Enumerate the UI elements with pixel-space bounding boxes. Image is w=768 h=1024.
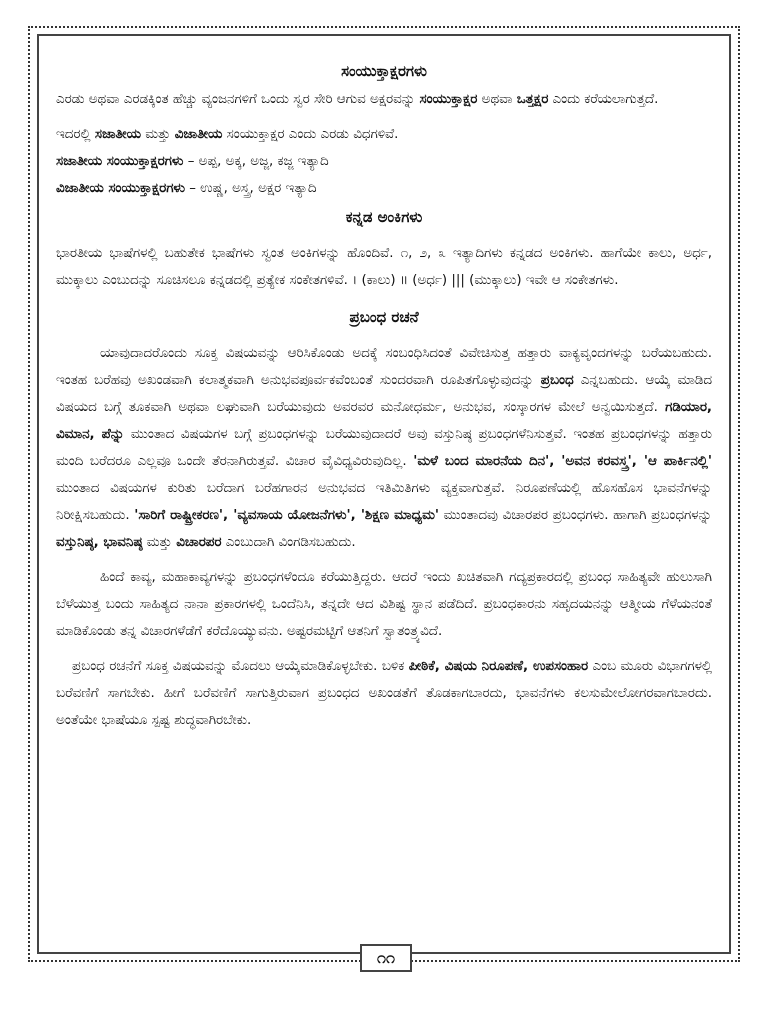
bold-term: 'ಸಾರಿಗೆ ರಾಷ್ಟ್ರೀಕರಣ', 'ವ್ಯವಸಾಯ ಯೋಜನೆಗಳು', 'ಶಿಕ್ಷಣ ಮಾಧ್ಯಮ' <box>134 508 439 523</box>
text-run: ಎಂಬುದಾಗಿ ವಿಂಗಡಿಸಬಹುದು. <box>221 535 356 550</box>
bold-term: ವಸ್ತುನಿಷ್ಠ, ಭಾವನಿಷ್ಠ <box>56 535 143 550</box>
text-run: ಮುಂತಾದ ವಿಷಯಗಳ ಬಗ್ಗೆ ಪ್ರಬಂಧಗಳನ್ನು ಬರೆಯುವುದಾದರೆ ಅವು ವಸ್ತುನಿಷ್ಠ ಪ್ರಬಂಧಗಳೆನಿಸುತ್ತವೆ. ಇಂತಹ ಪ್ರಬಂಧಗಳನ್ನು ಹತ್ತಾರು ಮಂದಿ ಬರೆದರೂ ಎಲ್ಲವೂ ಒಂದೇ ತೆರನಾಗಿರುತ್ತವೆ. ವಿಚಾರ ವೈವಿಧ್ಯವಿರುವುದಿಲ್ಲ. <box>56 427 712 469</box>
section-title-kannada-ankigalu: ಕನ್ನಡ ಅಂಕಿಗಳು <box>345 208 423 226</box>
text-run: ಎಂಬ ಮೂರು ವಿಭಾಗಗಳಲ್ಲಿ ಬರೆವಣಿಗೆ ಸಾಗಬೇಕು. ಹೀಗೆ ಬರೆವಣಿಗೆ ಸಾಗುತ್ತಿರುವಾಗ ಪ್ರಬಂಧದ ಅಖಂಡತೆಗೆ ತೊಡಕಾಗಬಾರದು, ಭಾವನೆಗಳು ಕಲಸುಮೇಲೋಗರವಾಗಬಾರದು. ಅಂತೆಯೇ ಭಾಷೆಯೂ ಸ್ಪಷ್ಟ ಶುದ್ಧವಾಗಿರಬೇಕು. <box>56 659 712 728</box>
paragraph <box>56 340 712 556</box>
text-run: ಮುಂತಾದವು ವಿಚಾರಪರ ಪ್ರಬಂಧಗಳು. ಹಾಗಾಗಿ ಪ್ರಬಂಧಗಳನ್ನು <box>438 508 713 523</box>
text-run: ಮತ್ತು <box>142 535 177 550</box>
bold-term: ಸಜಾತೀಯ ಸಂಯುಕ್ತಾಕ್ಷರಗಳು <box>56 154 184 169</box>
text-run: ಸಂಯುಕ್ತಾಕ್ಷರ ಎಂದು ಎರಡು ವಿಧಗಳಿವೆ. <box>222 127 399 142</box>
bold-term: ಪೀಠಿಕೆ, ವಿಷಯ ನಿರೂಪಣೆ, ಉಪಸಂಹಾರ <box>408 659 589 674</box>
text-run: ಮತ್ತು <box>140 127 175 142</box>
bold-term: ವಿಜಾತೀಯ ಸಂಯುಕ್ತಾಕ್ಷರಗಳು <box>56 181 185 196</box>
example-line <box>56 148 712 175</box>
bold-term: ಗಡಿಯಾರ, ವಿಮಾನ, ಪೆನ್ನು <box>56 400 712 442</box>
text-run: ಪ್ರಬಂಧ ರಚನೆಗೆ ಸೂಕ್ತ ವಿಷಯವನ್ನು ಮೊದಲು ಆಯ್ಕೆಮಾಡಿಕೊಳ್ಳಬೇಕು. ಬಳಿಕ <box>72 659 409 674</box>
paragraph <box>56 653 712 734</box>
text-run: ಮುಂತಾದ ವಿಷಯಗಳ ಕುರಿತು ಬರೆದಾಗ ಬರೆಹಗಾರನ ಅನುಭವದ ಇತಿಮಿತಿಗಳು ವ್ಯಕ್ತವಾಗುತ್ತವೆ. ನಿರೂಪಣೆಯಲ್ಲಿ ಹೊಸಹೊಸ ಭಾವನೆಗಳನ್ನು ನಿರೀಕ್ಷಿಸಬಹುದು. <box>56 481 712 523</box>
paragraph: ಹಿಂದೆ ಕಾವ್ಯ, ಮಹಾಕಾವ್ಯಗಳನ್ನು ಪ್ರಬಂಧಗಳೆಂದೂ ಕರೆಯುತ್ತಿದ್ದರು. ಆದರೆ ಇಂದು ಖಚಿತವಾಗಿ ಗದ್ಯಪ್ರಕಾರದಲ್ಲಿ ಪ್ರಬಂಧ ಸಾಹಿತ್ಯವೇ ಹುಲುಸಾಗಿ ಬೆಳೆಯುತ್ತ ಬಂದು ಸಾಹಿತ್ಯದ ನಾನಾ ಪ್ರಕಾರಗಳಲ್ಲಿ ಒಂದೆನಿಸಿ, ತನ್ನದೇ ಆದ ವಿಶಿಷ್ಟ ಸ್ಥಾನ ಪಡೆದಿದೆ. ಪ್ರಬಂಧಕಾರನು ಸಹೃದಯನನ್ನು ಆತ್ಮೀಯ ಗೆಳೆಯನಂತೆ ಮಾಡಿಕೊಂಡು ತನ್ನ ವಿಚಾರಗಳೆಡೆಗೆ ಕರೆದೊಯ್ಯುವನು. ಅಷ್ಟರಮಟ್ಟಿಗೆ ಆತನಿಗೆ ಸ್ವಾತಂತ್ರ್ಯವಿದೆ. <box>56 570 712 639</box>
text-run: ಎನ್ನಬಹುದು. ಆಯ್ಕೆ ಮಾಡಿದ ವಿಷಯದ ಬಗ್ಗೆ ತೂಕವಾಗಿ ಅಥವಾ ಲಘುವಾಗಿ ಬರೆಯುವುದು ಅವರವರ ಮನೋಧರ್ಮ, ಅನುಭವ, ಸಂಸ್ಕಾರಗಳ ಮೇಲೆ ಅನ್ವಯಿಸುತ್ತದೆ. <box>56 373 712 415</box>
paragraph <box>56 86 712 113</box>
bold-term: ಸಂಯುಕ್ತಾಕ್ಷರ <box>419 92 478 107</box>
bold-term: ಒತ್ತಕ್ಷರ <box>516 92 549 107</box>
example-line <box>56 175 712 202</box>
text-run: – ಉಷ್ಣ, ಅಸ್ತ್ರ, ಅಕ್ಷರ ಇತ್ಯಾದಿ <box>184 181 317 196</box>
paragraph <box>56 121 712 148</box>
bold-term: ವಿಚಾರಪರ <box>176 535 222 550</box>
text-run: ಯಾವುದಾದರೊಂದು ಸೂಕ್ತ ವಿಷಯವನ್ನು ಆರಿಸಿಕೊಂಡು ಅದಕ್ಕೆ ಸಂಬಂಧಿಸಿದಂತೆ ವಿವೇಚಿಸುತ್ತ ಹತ್ತಾರು ವಾಕ್ಯವೃಂದಗಳನ್ನು ಬರೆಯಬಹುದು. ಇಂತಹ ಬರೆಹವು ಅಖಂಡವಾಗಿ ಕಲಾತ್ಮಕವಾಗಿ ಅನುಭವಪೂರ್ವಕವೆಂಬಂತೆ ಸುಂದರವಾಗಿ ರೂಪಿತಗೊಳ್ಳುವುದನ್ನು <box>56 346 712 388</box>
bold-term: ಸಜಾತೀಯ <box>94 127 141 142</box>
text-run: ಅಥವಾ <box>477 92 517 107</box>
text-run: ಇದರಲ್ಲಿ <box>56 127 95 142</box>
text-run: ಎಂದು ಕರೆಯಲಾಗುತ್ತದೆ. <box>548 92 659 107</box>
section-title-samyuktakshara: ಸಂಯುಕ್ತಾಕ್ಷರಗಳು <box>341 62 427 80</box>
bold-term: ವಿಜಾತೀಯ <box>174 127 223 142</box>
text-run: – ಅಪ್ಪ, ಅಕ್ಕ, ಅಜ್ಜ, ಕಜ್ಜ ಇತ್ಯಾದಿ <box>183 154 329 169</box>
text-run: ಎರಡು ಅಥವಾ ಎರಡಕ್ಕಿಂತ ಹೆಚ್ಚು ವ್ಯಂಜನಗಳಿಗೆ ಒಂದು ಸ್ವರ ಸೇರಿ ಆಗುವ ಅಕ್ಷರವನ್ನು <box>56 92 420 107</box>
paragraph: ಭಾರತೀಯ ಭಾಷೆಗಳಲ್ಲಿ ಬಹುತೇಕ ಭಾಷೆಗಳು ಸ್ವಂತ ಅಂಕಿಗಳನ್ನು ಹೊಂದಿವೆ. ೧, ೨, ೩ ಇತ್ಯಾದಿಗಳು ಕನ್ನಡದ ಅಂಕಿಗಳು. ಹಾಗೆಯೇ ಕಾಲು, ಅರ್ಧ, ಮುಕ್ಕಾಲು ಎಂಬುದನ್ನು ಸೂಚಿಸಲೂ ಕನ್ನಡದಲ್ಲಿ ಪ್ರತ್ಯೇಕ ಸಂಕೇತಗಳಿವೆ. । (ಕಾಲು) ॥ (ಅರ್ಧ) ||| (ಮುಕ್ಕಾಲು) ಇವೇ ಆ ಸಂಕೇತಗಳು. <box>56 246 712 288</box>
section-title-prabandha-rachane: ಪ್ರಬಂಧ ರಚನೆ <box>349 308 419 326</box>
page-content <box>56 56 712 734</box>
bold-term: 'ಮಳೆ ಬಂದ ಮಾರನೆಯ ದಿನ', 'ಅವನ ಕರವಸ್ತ್ರ', 'ಆ ಪಾರ್ಕಿನಲ್ಲಿ' <box>413 454 712 469</box>
bold-term: ಪ್ರಬಂಧ <box>540 373 574 388</box>
page-number: ೧೧ <box>360 944 412 972</box>
